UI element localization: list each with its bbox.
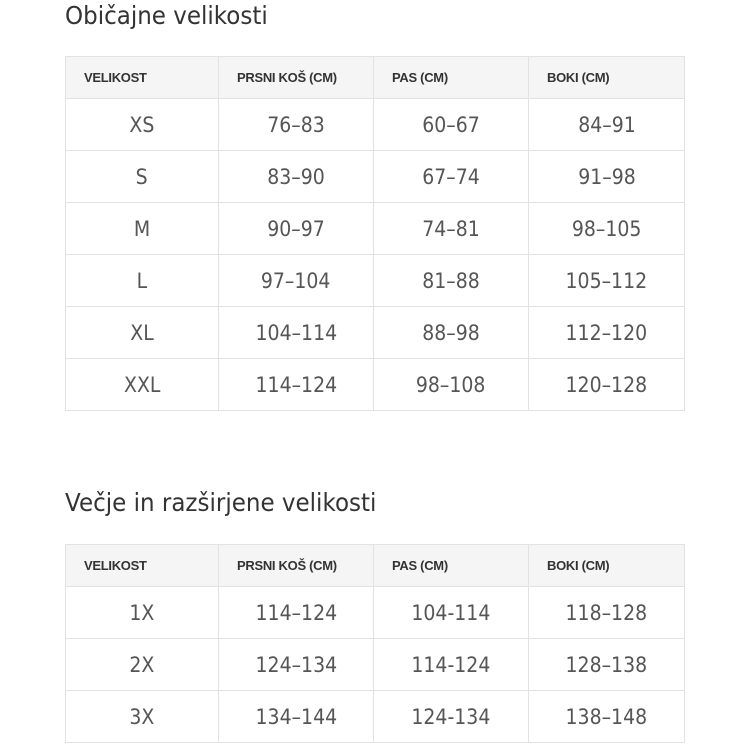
table-row [66, 255, 685, 307]
cell-waist: 88–98 [374, 307, 529, 359]
cell-hips: 118–128 [529, 587, 685, 639]
cell-hips: 84–91 [529, 99, 685, 151]
header-hips: BOKI (CM) [529, 545, 685, 587]
cell-size: 3X [66, 691, 219, 743]
header-size: VELIKOST [66, 57, 219, 99]
cell-chest: 114–124 [219, 587, 374, 639]
size-table-plus [65, 544, 685, 743]
header-hips: BOKI (CM) [529, 57, 685, 99]
cell-hips: 120–128 [529, 359, 685, 411]
table-row [66, 691, 685, 743]
cell-waist: 60–67 [374, 99, 529, 151]
cell-size: XXL [66, 359, 219, 411]
table-header-row [66, 545, 685, 587]
table-row [66, 359, 685, 411]
header-waist: PAS (CM) [374, 545, 529, 587]
cell-chest: 90–97 [219, 203, 374, 255]
cell-size: S [66, 151, 219, 203]
cell-waist: 104-114 [374, 587, 529, 639]
header-waist: PAS (CM) [374, 57, 529, 99]
cell-size: 1X [66, 587, 219, 639]
table-row [66, 151, 685, 203]
table-row [66, 587, 685, 639]
cell-size: 2X [66, 639, 219, 691]
cell-hips: 112–120 [529, 307, 685, 359]
cell-hips: 91–98 [529, 151, 685, 203]
cell-size: M [66, 203, 219, 255]
cell-chest: 97–104 [219, 255, 374, 307]
table-row [66, 307, 685, 359]
cell-hips: 128–138 [529, 639, 685, 691]
section-title-regular: Običajne velikosti [65, 1, 268, 30]
table-row [66, 639, 685, 691]
header-chest: PRSNI KOŠ (CM) [219, 545, 374, 587]
cell-waist: 114-124 [374, 639, 529, 691]
cell-chest: 124–134 [219, 639, 374, 691]
cell-chest: 104–114 [219, 307, 374, 359]
cell-hips: 138–148 [529, 691, 685, 743]
cell-hips: 98–105 [529, 203, 685, 255]
cell-chest: 76–83 [219, 99, 374, 151]
cell-size: L [66, 255, 219, 307]
cell-waist: 124-134 [374, 691, 529, 743]
table-row [66, 99, 685, 151]
section-title-plus: Večje in razširjene velikosti [65, 488, 377, 517]
table-header-row [66, 57, 685, 99]
cell-waist: 98–108 [374, 359, 529, 411]
cell-size: XL [66, 307, 219, 359]
cell-chest: 83–90 [219, 151, 374, 203]
header-size: VELIKOST [66, 545, 219, 587]
header-chest: PRSNI KOŠ (CM) [219, 57, 374, 99]
cell-waist: 74–81 [374, 203, 529, 255]
table-row [66, 203, 685, 255]
cell-hips: 105–112 [529, 255, 685, 307]
cell-chest: 114–124 [219, 359, 374, 411]
cell-chest: 134–144 [219, 691, 374, 743]
cell-waist: 81–88 [374, 255, 529, 307]
cell-size: XS [66, 99, 219, 151]
cell-waist: 67–74 [374, 151, 529, 203]
size-table-regular [65, 56, 685, 411]
